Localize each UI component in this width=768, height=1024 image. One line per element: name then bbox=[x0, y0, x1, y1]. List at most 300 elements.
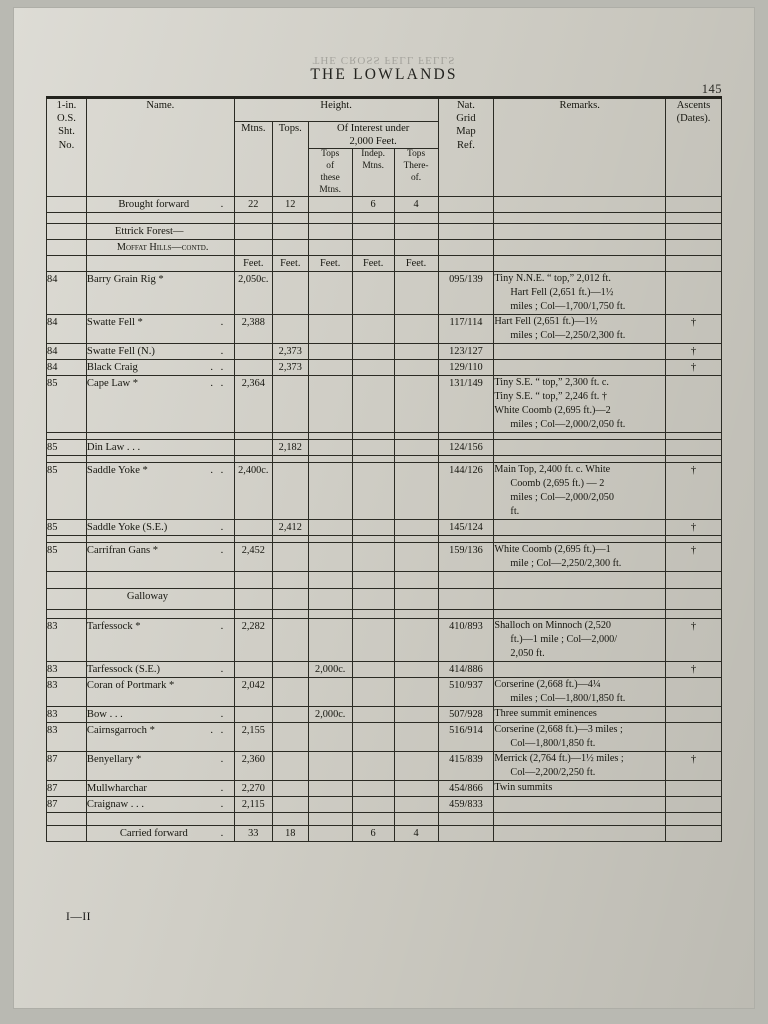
header-sheet-line-3: Sht. bbox=[58, 126, 75, 138]
cell-indep bbox=[352, 315, 394, 344]
cell-remarks bbox=[494, 543, 666, 572]
cell-grid bbox=[438, 240, 494, 256]
cell-sheet bbox=[47, 589, 87, 610]
cell-mtns: 2,452 bbox=[234, 543, 272, 572]
remark-line: mile ; Col—2,250/2,300 ft. bbox=[510, 558, 622, 570]
cell-remarks bbox=[494, 752, 666, 781]
cell-ascents: † bbox=[666, 619, 722, 662]
cell-sheet: 83 bbox=[47, 662, 87, 678]
table-row-spacer bbox=[47, 456, 722, 463]
cell-grid: 129/110 bbox=[438, 360, 494, 376]
cell-indep bbox=[352, 456, 394, 463]
cell-sheet bbox=[47, 456, 87, 463]
mountain-name: Carrifran Gans * bbox=[86, 545, 159, 557]
cell-tops-of-these bbox=[308, 463, 352, 520]
cell-remarks bbox=[494, 315, 666, 344]
cell-sheet: 83 bbox=[47, 619, 87, 662]
cell-remarks bbox=[494, 723, 666, 752]
header-ascents-line-1: Ascents bbox=[676, 100, 711, 111]
cell-grid bbox=[438, 197, 494, 213]
header-tops: Tops. bbox=[272, 122, 308, 197]
cell-tops bbox=[272, 433, 308, 440]
cell-name bbox=[86, 797, 234, 813]
cell-indep bbox=[352, 619, 394, 662]
cell-name bbox=[86, 272, 234, 315]
cell-grid: 124/156 bbox=[438, 440, 494, 456]
page-sheet bbox=[14, 8, 754, 1008]
cell-indep bbox=[352, 520, 394, 536]
cell-name bbox=[86, 463, 234, 520]
cell-ascents: † bbox=[666, 543, 722, 572]
cell-name bbox=[86, 433, 234, 440]
cell-tops bbox=[272, 224, 308, 240]
cell-tops-thereof bbox=[394, 240, 438, 256]
ghost-show-through-text: THE CROSS FELL FELLS bbox=[312, 54, 456, 66]
cell-remarks bbox=[494, 256, 666, 272]
cell-tops-thereof bbox=[394, 440, 438, 456]
leader-dots: . . bbox=[210, 725, 226, 737]
units-tops-thereof: Feet. bbox=[394, 256, 438, 272]
cell-indep bbox=[352, 240, 394, 256]
cell-name bbox=[86, 678, 234, 707]
table-row bbox=[47, 463, 722, 520]
cell-name bbox=[86, 256, 234, 272]
mountain-name: Cairnsgarroch * bbox=[86, 725, 155, 737]
cell-tops-thereof bbox=[394, 781, 438, 797]
remark-line: Tiny S.E. “ top,” 2,246 ft. † bbox=[494, 391, 607, 403]
cell-tops-of-these bbox=[308, 376, 352, 433]
cell-mtns: 2,400c. bbox=[234, 463, 272, 520]
leader-dots: . . bbox=[210, 378, 226, 390]
header-tops-of-line-4: Mtns. bbox=[319, 184, 342, 195]
cell-ascents bbox=[666, 433, 722, 440]
cell-mtns: 33 bbox=[234, 826, 272, 842]
units-indep: Feet. bbox=[352, 256, 394, 272]
remark-line: Shalloch on Minnoch (2,520 bbox=[494, 620, 612, 632]
cell-ascents bbox=[666, 610, 722, 619]
table-row-brought-forward bbox=[47, 197, 722, 213]
mountain-name: Tarfessock * bbox=[86, 621, 141, 633]
cell-sheet: 87 bbox=[47, 781, 87, 797]
cell-grid bbox=[438, 610, 494, 619]
cell-mtns: 2,115 bbox=[234, 797, 272, 813]
cell-mtns bbox=[234, 360, 272, 376]
table-row-spacer bbox=[47, 610, 722, 619]
header-ascents-line-2: (Dates). bbox=[676, 113, 711, 125]
cell-sheet: 85 bbox=[47, 520, 87, 536]
cell-tops-thereof bbox=[394, 589, 438, 610]
table-row bbox=[47, 781, 722, 797]
cell-sheet: 85 bbox=[47, 463, 87, 520]
cell-mtns bbox=[234, 344, 272, 360]
header-grid-line-1: Nat. bbox=[456, 100, 475, 111]
cell-tops-of-these bbox=[308, 752, 352, 781]
remark-line: 2,050 ft. bbox=[510, 648, 545, 660]
cell-tops bbox=[272, 813, 308, 826]
cell-name bbox=[86, 344, 234, 360]
cell-ascents: † bbox=[666, 662, 722, 678]
remark-line: Hart Fell (2,651 ft.)—1½ bbox=[510, 287, 614, 299]
cell-indep bbox=[352, 610, 394, 619]
cell-tops-thereof: 4 bbox=[394, 197, 438, 213]
mountain-name: Swatte Fell (N.) bbox=[86, 346, 155, 358]
table-body bbox=[47, 197, 722, 842]
cell-tops-thereof: 4 bbox=[394, 826, 438, 842]
leader-dots: . bbox=[220, 664, 226, 676]
cell-grid: 095/139 bbox=[438, 272, 494, 315]
header-grid-line-4: Ref. bbox=[456, 139, 475, 151]
running-head: THE LOWLANDS bbox=[310, 66, 458, 83]
cell-ascents bbox=[666, 456, 722, 463]
leader-dots: . bbox=[220, 317, 226, 329]
cell-remarks bbox=[494, 456, 666, 463]
cell-sheet: 83 bbox=[47, 678, 87, 707]
cell-ascents bbox=[666, 589, 722, 610]
cell-grid: 454/866 bbox=[438, 781, 494, 797]
cell-name bbox=[86, 543, 234, 572]
cell-grid: 415/839 bbox=[438, 752, 494, 781]
header-indep-mtns bbox=[352, 149, 394, 197]
cell-remarks bbox=[494, 433, 666, 440]
cell-tops bbox=[272, 376, 308, 433]
header-thereof-line-1: Tops bbox=[407, 149, 426, 160]
cell-grid: 144/126 bbox=[438, 463, 494, 520]
cell-remarks bbox=[494, 213, 666, 224]
cell-tops-thereof bbox=[394, 315, 438, 344]
cell-sheet: 83 bbox=[47, 707, 87, 723]
table-row bbox=[47, 315, 722, 344]
cell-remarks bbox=[494, 520, 666, 536]
cell-remarks bbox=[494, 197, 666, 213]
cell-tops-of-these bbox=[308, 813, 352, 826]
cell-remarks bbox=[494, 826, 666, 842]
table-row-section-subheading bbox=[47, 240, 722, 256]
remark-line: Corserine (2,668 ft.)—3 miles ; bbox=[494, 724, 623, 736]
cell-mtns bbox=[234, 456, 272, 463]
mountain-name: Bow . . . bbox=[86, 709, 123, 721]
cell-grid bbox=[438, 572, 494, 589]
cell-indep bbox=[352, 344, 394, 360]
header-tops-of-these-mtns bbox=[308, 149, 352, 197]
cell-tops: 12 bbox=[272, 197, 308, 213]
header-name: Name. bbox=[86, 98, 234, 197]
cell-indep bbox=[352, 463, 394, 520]
cell-name bbox=[86, 610, 234, 619]
cell-sheet bbox=[47, 826, 87, 842]
cell-grid: 145/124 bbox=[438, 520, 494, 536]
cell-tops-of-these bbox=[308, 272, 352, 315]
header-grid-line-3: Map bbox=[456, 126, 476, 138]
cell-ascents bbox=[666, 240, 722, 256]
remark-line: miles ; Col—1,700/1,750 ft. bbox=[510, 301, 626, 313]
cell-ascents bbox=[666, 826, 722, 842]
remark-line: Three summit eminences bbox=[494, 708, 597, 720]
cell-tops-thereof bbox=[394, 456, 438, 463]
cell-remarks bbox=[494, 360, 666, 376]
cell-indep bbox=[352, 440, 394, 456]
cell-mtns bbox=[234, 589, 272, 610]
remark-line: Tiny N.N.E. “ top,” 2,012 ft. bbox=[494, 273, 611, 285]
table-row bbox=[47, 272, 722, 315]
leader-dots: . bbox=[220, 199, 226, 211]
cell-grid bbox=[438, 213, 494, 224]
leader-dots: . bbox=[220, 799, 226, 811]
cell-tops bbox=[272, 610, 308, 619]
cell-tops-of-these bbox=[308, 678, 352, 707]
cell-tops bbox=[272, 678, 308, 707]
cell-tops-thereof bbox=[394, 520, 438, 536]
cell-grid: 410/893 bbox=[438, 619, 494, 662]
table-row bbox=[47, 520, 722, 536]
cell-grid: 507/928 bbox=[438, 707, 494, 723]
cell-mtns bbox=[234, 662, 272, 678]
cell-remarks bbox=[494, 813, 666, 826]
cell-tops-of-these bbox=[308, 433, 352, 440]
remark-line: Corserine (2,668 ft.)—4¼ bbox=[494, 679, 601, 691]
cell-sheet: 85 bbox=[47, 440, 87, 456]
mountain-name: Craignaw . . . bbox=[86, 799, 144, 811]
cell-tops-of-these bbox=[308, 440, 352, 456]
mountain-name: Coran of Portmark * bbox=[86, 680, 175, 692]
cell-mtns: 2,270 bbox=[234, 781, 272, 797]
carried-forward-label: Carried forward bbox=[119, 828, 188, 840]
header-thereof-line-3: of. bbox=[410, 172, 422, 183]
cell-ascents bbox=[666, 272, 722, 315]
leader-dots: . bbox=[220, 783, 226, 795]
cell-tops-of-these bbox=[308, 619, 352, 662]
cell-ascents: † bbox=[666, 752, 722, 781]
cell-sheet: 84 bbox=[47, 344, 87, 360]
cell-tops-of-these bbox=[308, 826, 352, 842]
cell-remarks bbox=[494, 463, 666, 520]
header-ascents bbox=[666, 98, 722, 197]
cell-tops-of-these bbox=[308, 572, 352, 589]
table-row bbox=[47, 360, 722, 376]
cell-indep bbox=[352, 376, 394, 433]
remark-line: Main Top, 2,400 ft. c. White bbox=[494, 464, 611, 476]
mountain-name: Benyellary * bbox=[86, 754, 142, 766]
cell-tops bbox=[272, 723, 308, 752]
cell-tops-of-these bbox=[308, 360, 352, 376]
cell-remarks bbox=[494, 781, 666, 797]
cell-mtns bbox=[234, 440, 272, 456]
cell-mtns bbox=[234, 610, 272, 619]
cell-indep bbox=[352, 662, 394, 678]
cell-sheet: 84 bbox=[47, 272, 87, 315]
cell-remarks bbox=[494, 440, 666, 456]
cell-name bbox=[86, 781, 234, 797]
cell-tops-of-these bbox=[308, 543, 352, 572]
cell-mtns: 2,364 bbox=[234, 376, 272, 433]
header-interest-line-2: 2,000 Feet. bbox=[349, 136, 397, 148]
cell-indep bbox=[352, 213, 394, 224]
cell-sheet bbox=[47, 240, 87, 256]
cell-ascents bbox=[666, 256, 722, 272]
cell-ascents bbox=[666, 781, 722, 797]
leader-dots: . bbox=[220, 346, 226, 358]
cell-mtns bbox=[234, 520, 272, 536]
remark-line: miles ; Col—2,000/2,050 bbox=[510, 492, 614, 504]
header-indep-line-2: Mtns. bbox=[362, 161, 384, 172]
cell-grid bbox=[438, 589, 494, 610]
section-heading-galloway: Galloway bbox=[86, 589, 234, 610]
remark-line: Twin summits bbox=[494, 782, 553, 794]
cell-tops bbox=[272, 536, 308, 543]
mountain-name: Din Law . . . bbox=[86, 442, 141, 454]
cell-remarks bbox=[494, 678, 666, 707]
cell-tops-thereof bbox=[394, 536, 438, 543]
cell-tops-thereof bbox=[394, 272, 438, 315]
cell-name bbox=[86, 360, 234, 376]
remark-line: miles ; Col—1,800/1,850 ft. bbox=[510, 693, 626, 705]
cell-mtns bbox=[234, 213, 272, 224]
cell-tops-thereof bbox=[394, 723, 438, 752]
cell-indep bbox=[352, 678, 394, 707]
cell-remarks bbox=[494, 224, 666, 240]
cell-tops-of-these bbox=[308, 589, 352, 610]
cell-tops bbox=[272, 213, 308, 224]
header-sheet-line-1: 1-in. bbox=[56, 100, 77, 111]
remark-line: Coomb (2,695 ft.) — 2 bbox=[510, 478, 605, 490]
cell-name bbox=[86, 813, 234, 826]
cell-grid bbox=[438, 224, 494, 240]
leader-dots: . . bbox=[210, 465, 226, 477]
cell-mtns bbox=[234, 224, 272, 240]
cell-tops-of-these bbox=[308, 197, 352, 213]
cell-grid: 159/136 bbox=[438, 543, 494, 572]
cell-name bbox=[86, 456, 234, 463]
cell-tops bbox=[272, 572, 308, 589]
cell-ascents bbox=[666, 440, 722, 456]
cell-ascents: † bbox=[666, 344, 722, 360]
header-sheet-line-2: O.S. bbox=[57, 113, 76, 125]
mountain-name: Black Craig bbox=[86, 362, 138, 374]
remark-line: Merrick (2,764 ft.)—1½ miles ; bbox=[494, 753, 624, 765]
header-tops-of-line-3: these bbox=[320, 172, 340, 183]
cell-grid: 510/937 bbox=[438, 678, 494, 707]
header-grid-ref bbox=[438, 98, 494, 197]
cell-remarks bbox=[494, 662, 666, 678]
cell-name bbox=[86, 536, 234, 543]
mountain-name: Saddle Yoke (S.E.) bbox=[86, 522, 168, 534]
remark-line: Hart Fell (2,651 ft.)—1½ bbox=[494, 316, 598, 328]
remark-line: Col—2,200/2,250 ft. bbox=[510, 767, 596, 779]
table-row bbox=[47, 752, 722, 781]
cell-grid bbox=[438, 813, 494, 826]
header-mtns: Mtns. bbox=[234, 122, 272, 197]
cell-tops bbox=[272, 662, 308, 678]
cell-ascents bbox=[666, 224, 722, 240]
cell-grid: 459/833 bbox=[438, 797, 494, 813]
cell-mtns: 22 bbox=[234, 197, 272, 213]
cell-tops-of-these bbox=[308, 536, 352, 543]
cell-tops-thereof bbox=[394, 619, 438, 662]
cell-grid: 516/914 bbox=[438, 723, 494, 752]
cell-tops-thereof bbox=[394, 344, 438, 360]
cell-sheet bbox=[47, 572, 87, 589]
table-row bbox=[47, 678, 722, 707]
cell-remarks bbox=[494, 610, 666, 619]
header-interest-group bbox=[308, 122, 438, 149]
cell-tops bbox=[272, 543, 308, 572]
cell-sheet: 85 bbox=[47, 543, 87, 572]
cell-mtns: 2,282 bbox=[234, 619, 272, 662]
cell-mtns: 2,155 bbox=[234, 723, 272, 752]
cell-indep bbox=[352, 752, 394, 781]
remark-line: White Coomb (2,695 ft.)—2 bbox=[494, 405, 611, 417]
header-sheet-no bbox=[47, 98, 87, 197]
cell-grid bbox=[438, 456, 494, 463]
units-tops-of-these: Feet. bbox=[308, 256, 352, 272]
cell-tops-thereof bbox=[394, 543, 438, 572]
cell-tops-of-these: 2,000c. bbox=[308, 707, 352, 723]
cell-ascents bbox=[666, 572, 722, 589]
cell-name bbox=[86, 826, 234, 842]
table-row-spacer bbox=[47, 536, 722, 543]
cell-remarks bbox=[494, 376, 666, 433]
cell-remarks bbox=[494, 272, 666, 315]
cell-grid: 117/114 bbox=[438, 315, 494, 344]
header-grid-line-2: Grid bbox=[456, 113, 476, 125]
cell-ascents bbox=[666, 707, 722, 723]
cell-tops: 2,412 bbox=[272, 520, 308, 536]
cell-tops-of-these bbox=[308, 610, 352, 619]
cell-name bbox=[86, 440, 234, 456]
cell-grid: 123/127 bbox=[438, 344, 494, 360]
table-row-spacer bbox=[47, 572, 722, 589]
mountain-table bbox=[46, 96, 722, 842]
cell-remarks bbox=[494, 797, 666, 813]
header-tops-of-line-1: Tops bbox=[321, 149, 340, 160]
cell-tops bbox=[272, 240, 308, 256]
cell-tops-thereof bbox=[394, 376, 438, 433]
cell-tops-thereof bbox=[394, 224, 438, 240]
cell-tops-thereof bbox=[394, 213, 438, 224]
cell-indep bbox=[352, 572, 394, 589]
leader-dots: . bbox=[220, 522, 226, 534]
cell-sheet bbox=[47, 213, 87, 224]
header-interest-line-1: Of Interest under bbox=[336, 123, 410, 134]
cell-remarks bbox=[494, 707, 666, 723]
cell-tops bbox=[272, 707, 308, 723]
cell-name bbox=[86, 520, 234, 536]
cell-sheet: 83 bbox=[47, 723, 87, 752]
cell-sheet bbox=[47, 197, 87, 213]
cell-tops-of-these bbox=[308, 224, 352, 240]
cell-tops-thereof bbox=[394, 797, 438, 813]
cell-tops bbox=[272, 456, 308, 463]
header-height-group: Height. bbox=[234, 98, 438, 122]
units-mtns: Feet. bbox=[234, 256, 272, 272]
cell-tops-of-these bbox=[308, 344, 352, 360]
cell-grid bbox=[438, 536, 494, 543]
cell-indep bbox=[352, 813, 394, 826]
cell-tops-of-these bbox=[308, 456, 352, 463]
table-row-spacer bbox=[47, 433, 722, 440]
table-row-spacer bbox=[47, 813, 722, 826]
cell-tops bbox=[272, 752, 308, 781]
table-row-section-heading bbox=[47, 224, 722, 240]
cell-tops-thereof bbox=[394, 463, 438, 520]
units-tops: Feet. bbox=[272, 256, 308, 272]
cell-tops-of-these bbox=[308, 315, 352, 344]
cell-sheet bbox=[47, 224, 87, 240]
section-heading-ettrick-forest: Ettrick Forest— bbox=[86, 224, 234, 240]
cell-tops: 2,373 bbox=[272, 360, 308, 376]
remark-line: ft. bbox=[510, 506, 520, 518]
cell-tops-of-these: 2,000c. bbox=[308, 662, 352, 678]
cell-name bbox=[86, 572, 234, 589]
